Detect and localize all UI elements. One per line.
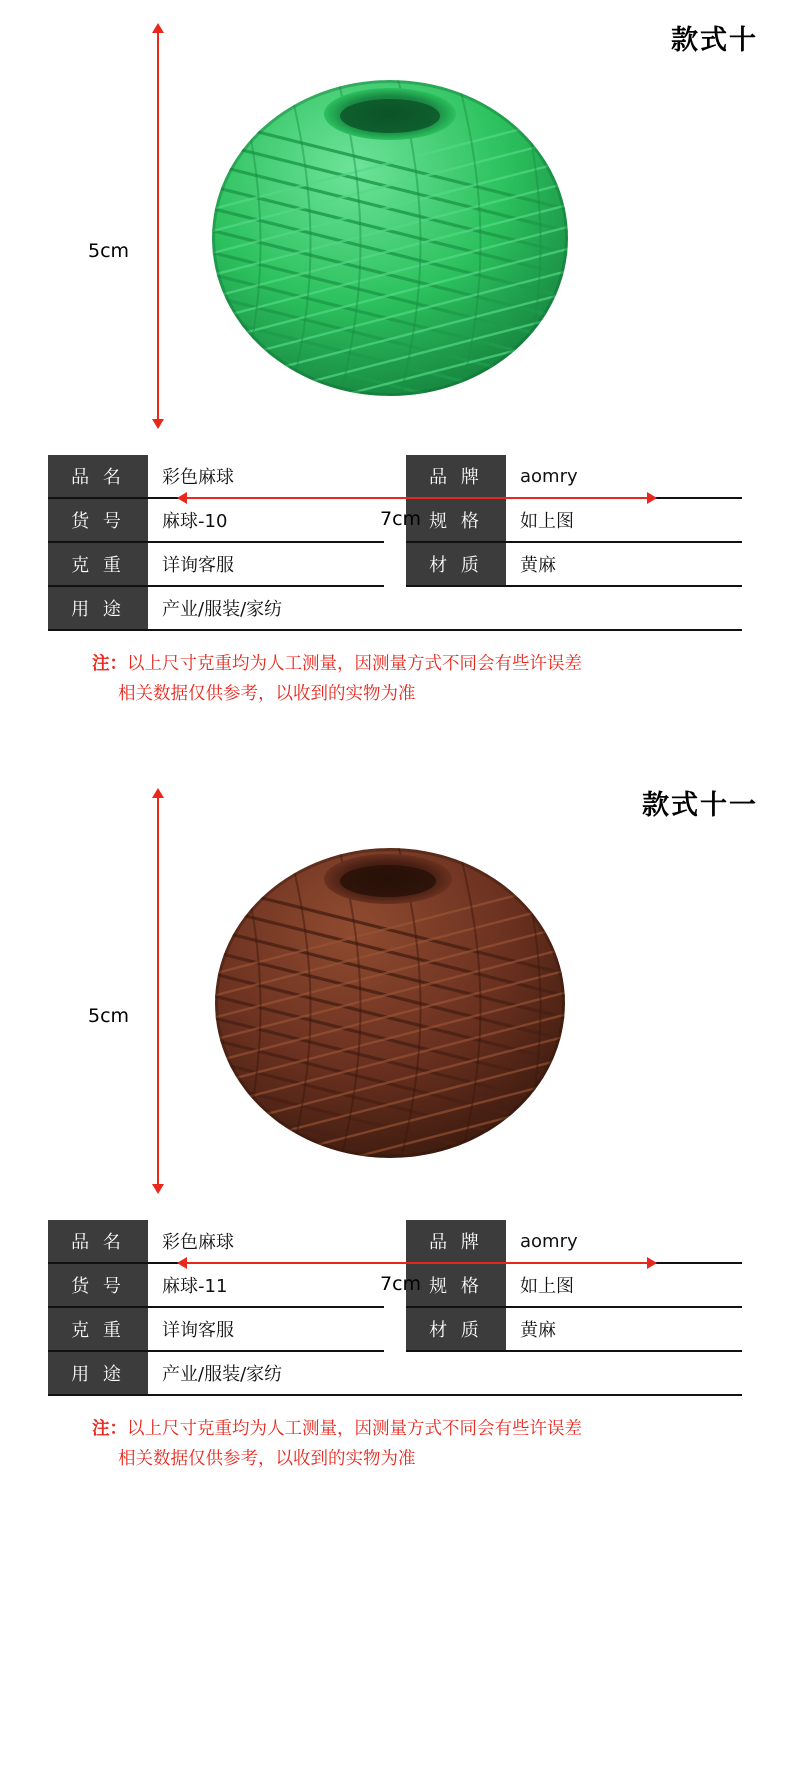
height-measure-label: 5cm — [88, 1005, 130, 1027]
note-line-2: 相关数据仅供参考，以收到的实物为准 — [118, 684, 416, 704]
spec-label-weight: 克 重 — [48, 1307, 148, 1351]
spec-value-brand: aomry — [506, 455, 742, 498]
height-measure-label: 5cm — [88, 240, 130, 262]
twine-ball-image — [210, 70, 570, 400]
block-divider — [0, 709, 790, 765]
twine-ball-illustration — [210, 70, 570, 400]
spec-value-material: 黄麻 — [506, 542, 742, 586]
style-title: 款式十 — [671, 25, 758, 56]
spec-value-weight: 详询客服 — [148, 542, 384, 586]
width-measure-label: 7cm — [380, 508, 422, 530]
product-block-style-10 — [0, 0, 790, 709]
note-line-1: 以上尺寸克重均为人工测量，因测量方式不同会有些许误差 — [127, 1419, 582, 1439]
spec-label-weight: 克 重 — [48, 542, 148, 586]
note-line-1: 以上尺寸克重均为人工测量，因测量方式不同会有些许误差 — [127, 654, 582, 674]
twine-ball-illustration — [210, 835, 570, 1165]
spec-value-name: 彩色麻球 — [148, 455, 384, 498]
width-measure-arrow — [186, 1262, 648, 1264]
spec-label-name: 品 名 — [48, 455, 148, 498]
spec-value-material: 黄麻 — [506, 1307, 742, 1351]
product-block-style-11 — [0, 765, 790, 1474]
spec-label-brand: 品 牌 — [406, 455, 506, 498]
spec-table — [48, 455, 742, 631]
height-measure-arrow — [157, 797, 159, 1185]
spec-label-spec: 规 格 — [406, 1263, 506, 1307]
spec-label-sku: 货 号 — [48, 1263, 148, 1307]
table-row — [48, 586, 742, 630]
table-row — [48, 1307, 742, 1351]
spec-label-sku: 货 号 — [48, 498, 148, 542]
spec-label-usage: 用 途 — [48, 586, 148, 630]
spec-gap — [384, 1307, 406, 1351]
spec-value-spec: 如上图 — [506, 1263, 742, 1307]
spec-table — [48, 1220, 742, 1396]
measurement-note — [0, 649, 790, 709]
table-row — [48, 1220, 742, 1263]
spec-value-spec: 如上图 — [506, 498, 742, 542]
note-lead: 注： — [92, 654, 127, 674]
width-measure-arrow — [186, 497, 648, 499]
spec-value-sku: 麻球-10 — [148, 498, 384, 542]
spec-gap — [384, 455, 406, 498]
spec-value-usage: 产业/服装/家纺 — [148, 1351, 742, 1395]
spec-value-weight: 详询客服 — [148, 1307, 384, 1351]
spec-label-material: 材 质 — [406, 542, 506, 586]
width-measure-label: 7cm — [380, 1273, 422, 1295]
style-title: 款式十一 — [642, 790, 758, 821]
spec-gap — [384, 1220, 406, 1263]
spec-gap — [384, 542, 406, 586]
note-line-2: 相关数据仅供参考，以收到的实物为准 — [118, 1449, 416, 1469]
spec-label-material: 材 质 — [406, 1307, 506, 1351]
table-row — [48, 542, 742, 586]
spec-label-name: 品 名 — [48, 1220, 148, 1263]
table-row — [48, 455, 742, 498]
spec-label-spec: 规 格 — [406, 498, 506, 542]
table-row — [48, 1351, 742, 1395]
height-measure-arrow — [157, 32, 159, 420]
twine-ball-image — [210, 835, 570, 1165]
spec-label-usage: 用 途 — [48, 1351, 148, 1395]
spec-value-usage: 产业/服装/家纺 — [148, 586, 742, 630]
spec-value-name: 彩色麻球 — [148, 1220, 384, 1263]
measurement-note — [0, 1414, 790, 1474]
note-lead: 注： — [92, 1419, 127, 1439]
spec-value-brand: aomry — [506, 1220, 742, 1263]
spec-label-brand: 品 牌 — [406, 1220, 506, 1263]
spec-value-sku: 麻球-11 — [148, 1263, 384, 1307]
